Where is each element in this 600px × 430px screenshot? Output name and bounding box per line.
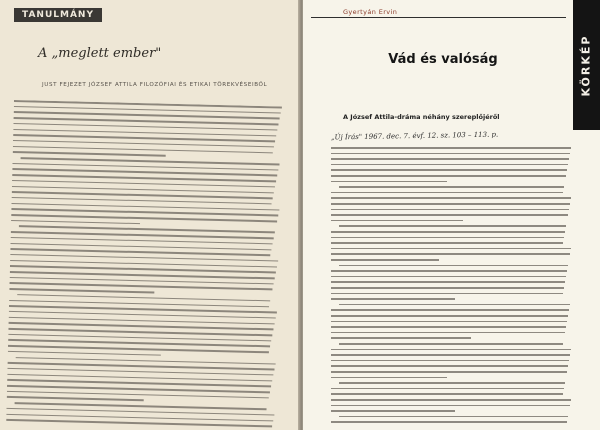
- text-line: [331, 209, 569, 211]
- right-article-title: Vád és valóság: [388, 52, 498, 67]
- author-name: Gyertyán Ervin: [343, 8, 398, 16]
- text-line: [331, 253, 570, 255]
- text-line: [331, 270, 567, 272]
- text-line: [331, 231, 565, 233]
- left-article-subtitle: JUST FEJEZET JÓZSEF ATTILA FILOZÓFIAI ÉS ETIKAI TÖREKVÉSEIBŐL: [42, 82, 268, 88]
- text-line: [331, 410, 455, 412]
- text-line: [331, 169, 567, 171]
- text-line: [339, 225, 566, 227]
- text-line: [331, 192, 563, 194]
- text-line: [331, 349, 571, 351]
- handwritten-note: „Új Írás" 1967. dec. 7. évf. 12. sz. 103 – 113. p.: [330, 130, 499, 142]
- text-line: [331, 276, 566, 278]
- text-line: [331, 337, 471, 339]
- text-line: [11, 220, 140, 225]
- text-line: [331, 332, 565, 334]
- text-line: [331, 175, 566, 177]
- text-line: [339, 186, 564, 188]
- text-line: [331, 309, 569, 311]
- text-line: [331, 197, 571, 199]
- text-line: [331, 360, 569, 362]
- left-article-title: A „meglett ember": [38, 46, 162, 61]
- text-line: [331, 377, 447, 379]
- text-line: [331, 153, 570, 155]
- text-line: [331, 203, 570, 205]
- text-line: [331, 371, 567, 373]
- text-line: [331, 393, 563, 395]
- text-line: [331, 298, 455, 300]
- text-line: [339, 304, 570, 306]
- text-line: [331, 388, 564, 390]
- section-label: TANULMÁNY: [14, 8, 102, 22]
- text-line: [331, 421, 567, 423]
- text-line: [331, 248, 571, 250]
- text-line: [331, 214, 568, 216]
- text-line: [331, 405, 570, 407]
- text-line: [339, 416, 568, 418]
- text-line: [331, 242, 563, 244]
- text-line: [331, 281, 565, 283]
- text-line: [331, 259, 439, 261]
- text-line: [331, 315, 568, 317]
- korkep-tab: [573, 0, 600, 130]
- text-line: [9, 288, 154, 293]
- text-line: [331, 399, 571, 401]
- text-line: [7, 396, 144, 401]
- right-article-subtitle: A József Attila-dráma néhány szereplőjéről: [343, 113, 500, 121]
- text-line: [331, 237, 564, 239]
- text-line: [13, 151, 166, 156]
- text-line: [339, 343, 563, 345]
- text-line: [331, 147, 571, 149]
- korkep-label: KÖRKÉP: [579, 34, 593, 97]
- header-rule: [311, 17, 566, 18]
- text-line: [331, 181, 447, 183]
- right-page: [303, 0, 600, 430]
- left-body-text: [6, 100, 289, 430]
- text-line: [331, 158, 569, 160]
- text-line: [331, 164, 568, 166]
- text-line: [331, 220, 463, 222]
- right-body-text: [331, 147, 581, 430]
- text-line: [331, 293, 563, 295]
- text-line: [8, 351, 161, 356]
- text-line: [331, 365, 568, 367]
- text-line: [331, 321, 567, 323]
- text-line: [331, 326, 566, 328]
- text-line: [339, 382, 565, 384]
- text-line: [339, 265, 568, 267]
- text-line: [331, 287, 564, 289]
- text-line: [331, 354, 570, 356]
